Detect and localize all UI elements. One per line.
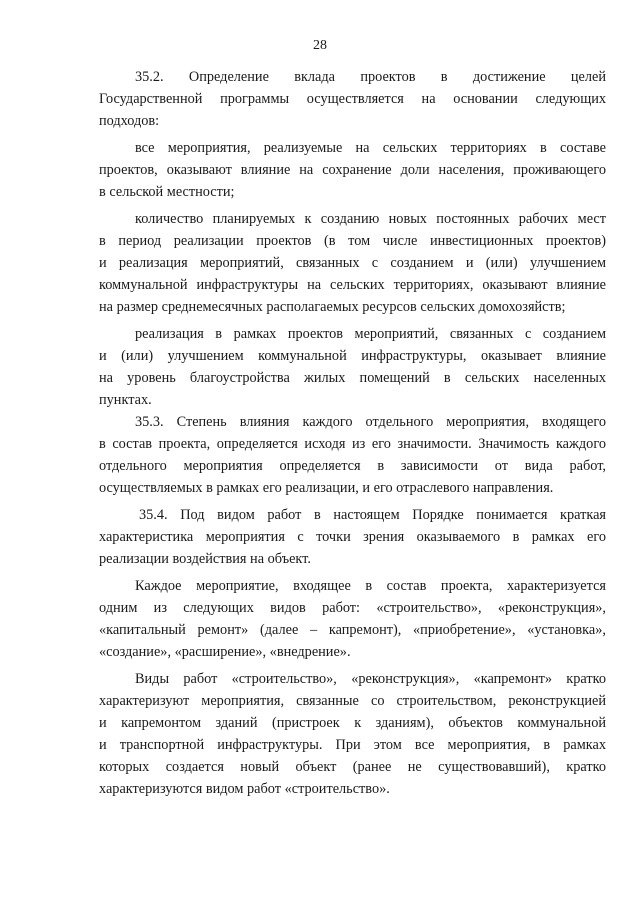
text-line: все мероприятия, реализуемые на сельских территориях в составе (135, 140, 606, 156)
paragraph-35-4 (99, 504, 606, 570)
list-item-3 (99, 323, 606, 411)
text-line: отдельного мероприятия определяется в зависимости от вида работ, (99, 458, 606, 474)
text-line: «создание», «расширение», «внедрение». (99, 644, 351, 660)
text-line: осуществляемых в рамках его реализации, и его отраслевого направления. (99, 480, 554, 496)
text-line: Государственной программы осуществляется на основании следующих (99, 91, 606, 107)
text-line: характеристика мероприятия с точки зрения оказываемого в рамках его (99, 529, 606, 545)
text-line: на размер среднемесячных располагаемых ресурсов сельских домохозяйств; (99, 299, 566, 315)
text-line: в период реализации проектов (в том числе инвестиционных проектов) (99, 233, 606, 249)
text-line: характеризуют мероприятия, связанные со строительством, реконструкцией (99, 693, 606, 709)
text-line: и транспортной инфраструктуры. При этом все мероприятия, в рамках (99, 737, 606, 753)
paragraph-work-types (99, 575, 606, 663)
text-line: реализация в рамках проектов мероприятий, связанных с созданием (135, 326, 606, 342)
text-line: одним из следующих видов работ: «строительство», «реконструкция», (99, 600, 606, 616)
paragraph-construction (99, 668, 606, 800)
paragraph-35-2 (99, 66, 606, 132)
text-line: в состав проекта, определяется исходя из его значимости. Значимость каждого (99, 436, 606, 452)
text-line: 35.3. Степень влияния каждого отдельного мероприятия, входящего (135, 414, 606, 430)
page-number: 28 (313, 38, 327, 53)
text-line: и (или) улучшением коммунальной инфраструктуры, оказывает влияние (99, 348, 606, 364)
text-line: «капитальный ремонт» (далее – капремонт), «приобретение», «установка», (99, 622, 606, 638)
text-line: 35.4. Под видом работ в настоящем Порядке понимается краткая (139, 507, 606, 523)
text-line: проектов, оказывают влияние на сохранение доли населения, проживающего (99, 162, 606, 178)
text-line: в сельской местности; (99, 184, 235, 200)
text-line: коммунальной инфраструктуры на сельских территориях, оказывают влияние (99, 277, 606, 293)
text-line: 35.2. Определение вклада проектов в достижение целей (135, 69, 606, 85)
text-line: Каждое мероприятие, входящее в состав проекта, характеризуется (135, 578, 606, 594)
text-line: на уровень благоустройства жилых помещений в сельских населенных (99, 370, 606, 386)
text-line: и капремонтом зданий (пристроек к зданиям), объектов коммунальной (99, 715, 606, 731)
list-item-2 (99, 208, 606, 318)
document-body (99, 66, 606, 800)
text-line: подходов: (99, 113, 160, 129)
text-line: количество планируемых к созданию новых постоянных рабочих мест (135, 211, 606, 227)
text-line: характеризуются видом работ «строительство». (99, 781, 390, 797)
text-line: и реализация мероприятий, связанных с созданием и (или) улучшением (99, 255, 606, 271)
text-line: реализации воздействия на объект. (99, 551, 311, 567)
list-item-1 (99, 137, 606, 203)
text-line: которых создается новый объект (ранее не существовавший), кратко (99, 759, 606, 775)
text-line: пунктах. (99, 392, 152, 408)
text-line: Виды работ «строительство», «реконструкция», «капремонт» кратко (135, 671, 606, 687)
paragraph-35-3 (99, 411, 606, 499)
